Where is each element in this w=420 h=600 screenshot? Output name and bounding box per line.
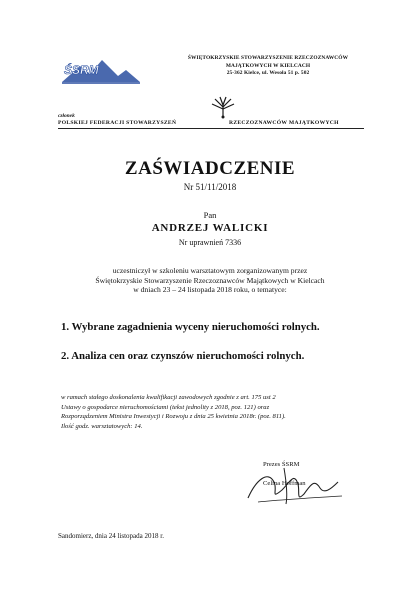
license-number: Nr uprawnień 7336 [178, 238, 242, 247]
salutation: Pan [203, 210, 217, 220]
org-name-line2: MAJĄTKOWYCH W KIELCACH [225, 62, 311, 69]
certificate-number: Nr 51/11/2018 [183, 182, 237, 192]
legal-line: Ilość godz. warsztatowych: 14. [61, 422, 143, 430]
ssrm-logo [60, 54, 142, 88]
organization-header [150, 55, 386, 78]
org-address: 25-362 Kielce, ul. Wesoła 51 p. 502 [226, 70, 310, 76]
body-line: uczestniczył w szkoleniu warsztatowym zorganizowanym przez [112, 266, 308, 275]
signature-title: Prezes ŚSRM [263, 461, 300, 468]
legal-line: w ramach stałego doskonalenia kwalifikacji zawodowych zgodnie z art. 175 ust 2 [61, 394, 276, 401]
body-line: Świętokrzyskie Stowarzyszenie Rzeczoznawców Majątkowych w Kielcach [95, 275, 325, 285]
document-title: ZAŚWIADCZENIE [124, 158, 296, 179]
federation-name-left: POLSKIEJ FEDERACJI STOWARZYSZEŃ [58, 120, 177, 126]
topic-2: 2. Analiza cen oraz czynszów nieruchomości rolnych. [61, 350, 305, 362]
legal-basis [61, 393, 371, 431]
topic-1: 1. Wybrane zagadnienia wyceny nieruchomości rolnych. [61, 321, 320, 333]
member-label: członek [58, 113, 75, 119]
recipient-name: ANDRZEJ WALICKI [151, 222, 269, 234]
federation-logo-icon [208, 95, 238, 119]
signature-name: Celina Hoffman [263, 480, 306, 487]
org-name-line1: ŚWIĘTOKRZYSKIE STOWARZYSZENIE RZECZOZNAWCÓW [187, 55, 349, 61]
federation-name-right: RZECZOZNAWCÓW MAJĄTKOWYCH [229, 120, 339, 126]
header-divider [58, 128, 364, 129]
training-description [0, 266, 420, 295]
svg-text:ŚSRM: ŚSRM [64, 63, 99, 77]
place-and-date: Sandomierz, dnia 24 listopada 2018 r. [58, 532, 164, 540]
legal-line: Rozporządzeniem Ministra Inwestycji i Rozwoju z dnia 25 kwietnia 2018r. (poz. 811). [61, 413, 286, 421]
body-line: w dniach 23 – 24 listopada 2018 roku, o tematyce: [133, 285, 287, 294]
legal-line: Ustawy o gospodarce nieruchomościami (tekst jednolity z 2018, poz. 121) oraz [61, 403, 270, 411]
